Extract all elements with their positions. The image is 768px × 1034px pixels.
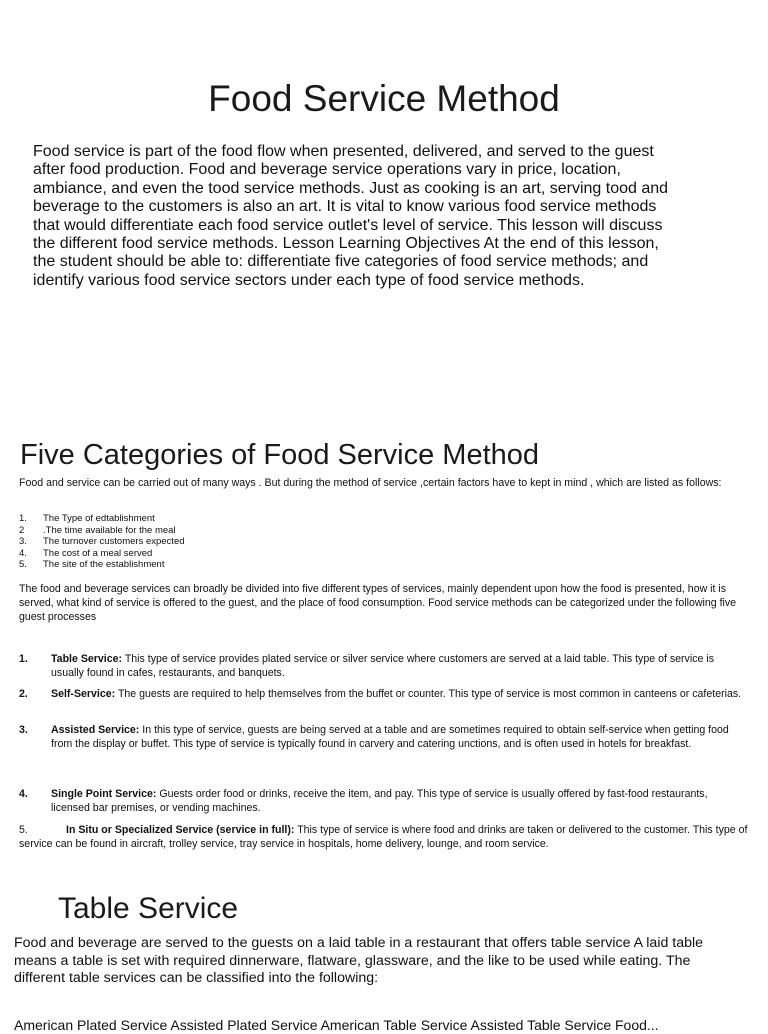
service-division-paragraph: The food and beverage services can broadly be divided into five different types of services, mainly dependent upon how the food is presented, how it is served, what kind of service is offered to the guest, and the place of food consumption. Food service methods can be categorized under the following five guest processes bbox=[19, 583, 737, 623]
factor-number: 4. bbox=[19, 547, 27, 559]
category-item-assisted-service bbox=[19, 724, 749, 752]
category-text: This type of service provides plated service or silver service where customers are served at a laid table. This type of service is usually found in cafes, restaurants, and banquets. bbox=[51, 653, 714, 679]
factor-number: 3. bbox=[19, 536, 27, 548]
category-text: Guests order food or drinks, receive the item, and pay. This type of service is usually offered by fast-food restaurants, licensed bar premises, or vending machines. bbox=[51, 788, 708, 814]
factor-item bbox=[19, 525, 419, 537]
factor-text: The Type of edtablishment bbox=[43, 513, 155, 524]
category-number: 3. bbox=[19, 724, 28, 736]
category-description bbox=[51, 688, 741, 702]
factor-item bbox=[19, 548, 419, 560]
category-description bbox=[51, 653, 749, 681]
category-text: This type of service is where food and drinks are taken or delivered to the customer. This type of service can be found in aircraft, trolley service, tray service in hospitals, home delivery, lounge, and room service. bbox=[19, 824, 748, 850]
category-name: Single Point Service: bbox=[51, 788, 157, 800]
cut-off-text-line: American Plated Service Assisted Plated Service American Table Service Assisted Table Service Food... bbox=[14, 1017, 659, 1033]
factor-number: 5. bbox=[19, 559, 27, 571]
factor-item bbox=[19, 559, 419, 571]
factor-number: 1. bbox=[19, 513, 27, 524]
category-item-single-point-service bbox=[19, 788, 749, 816]
factor-text: The cost of a meal served bbox=[43, 547, 153, 559]
category-description bbox=[51, 724, 749, 752]
slide-1-body-text: Food service is part of the food flow when presented, delivered, and served to the guest after food production. Food and beverage service operations vary in price, location, ambiance, and even the tood service methods. Just as cooking is an art, serving tood and beverage to the customers is also an art. It is vital to know various food service methods that would differentiate each food service outlet's level of service. This lesson will discuss the different food service methods. Lesson Learning Objectives At the end of this lesson, the student should be able to: differentiate five categories of food service methods; and identify various food service sectors under each type of food service methods. bbox=[33, 143, 669, 289]
category-name: Self-Service: bbox=[51, 688, 116, 700]
category-number: 2. bbox=[19, 688, 28, 700]
factor-text: .The time available for the meal bbox=[43, 524, 176, 536]
slide-1-title: Food Service Method bbox=[208, 78, 560, 119]
category-number: 5. bbox=[19, 824, 28, 836]
category-item-self-service bbox=[19, 688, 749, 702]
category-description bbox=[51, 788, 749, 816]
category-item-table-service bbox=[19, 653, 749, 681]
factors-list bbox=[19, 513, 419, 571]
slide-3-body-text: Food and beverage are served to the guests on a laid table in a restaurant that offers table service A laid table means a table is set with required dinnerware, flatware, glassware, and the like to be used while eating. The different table services can be classified into the following: bbox=[14, 935, 704, 987]
category-name: Assisted Service: bbox=[51, 724, 140, 736]
factor-item bbox=[19, 513, 419, 525]
slide-2-title: Five Categories of Food Service Method bbox=[20, 439, 540, 471]
factor-text: The site of the establishment bbox=[43, 559, 165, 571]
factor-number: 2 bbox=[19, 524, 25, 536]
category-name: Table Service: bbox=[51, 653, 123, 665]
category-number: 1. bbox=[19, 653, 28, 665]
slide-3-title: Table Service bbox=[58, 892, 239, 925]
category-name: In Situ or Specialized Service (service in full): bbox=[66, 824, 295, 836]
category-item-in-situ-service bbox=[19, 824, 749, 852]
factors-intro-text: Food and service can be carried out of many ways . But during the method of service ,certain factors have to kept in mind , which are listed as follows: bbox=[19, 477, 722, 489]
factor-item bbox=[19, 536, 419, 548]
category-text: The guests are required to help themselves from the buffet or counter. This type of service is most common in canteens or cafeterias. bbox=[115, 688, 742, 700]
factor-text: The turnover customers expected bbox=[43, 536, 185, 548]
category-number: 4. bbox=[19, 788, 28, 800]
category-text: In this type of service, guests are being served at a table and are sometimes required to obtain self-service when getting food from the display or buffet. This type of service is typically found in carvery and catering unctions, and is often used in hotels for breakfast. bbox=[51, 724, 729, 750]
